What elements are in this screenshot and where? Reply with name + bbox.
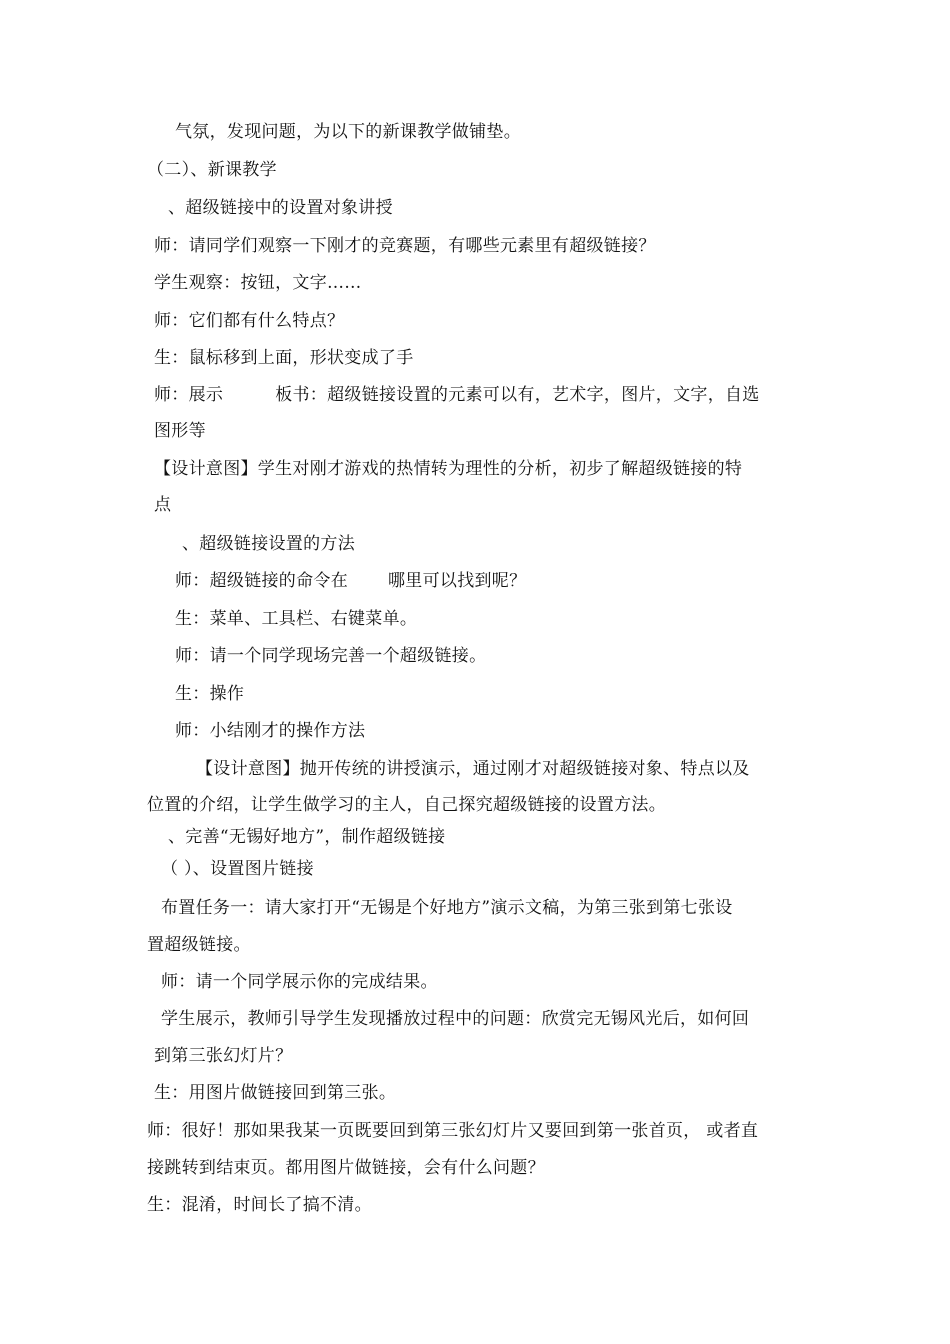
- board-note: 板书：超级链接设置的元素可以有，艺术字，图片，文字，自选: [275, 385, 760, 405]
- subsection-heading: 、超级链接中的设置对象讲授: [168, 198, 393, 218]
- text-line: 师：小结刚才的操作方法: [175, 721, 366, 741]
- text-line: 师：请一个同学现场完善一个超级链接。: [175, 646, 487, 666]
- subsection-heading: 、完善“无锡好地方”，制作超级链接: [168, 827, 446, 847]
- text-line: 到第三张幻灯片？: [154, 1046, 293, 1066]
- text-line: 师：它们都有什么特点？: [154, 311, 345, 331]
- text-line: 点: [154, 495, 172, 515]
- text-line: 图形等: [154, 421, 206, 441]
- text-line: 学生观察：按钮，文字……: [154, 273, 362, 293]
- text-line: 置超级链接。: [147, 935, 251, 955]
- text-line-show: [154, 384, 760, 406]
- command-question-end: 哪里可以找到呢？: [388, 571, 527, 591]
- design-intent-text: 【设计意图】学生对刚才游戏的热情转为理性的分析，初步了解超级链接的特: [154, 459, 743, 479]
- text-line: 生：混淆，时间长了搞不清。: [147, 1195, 372, 1215]
- text-line: 师：很好！那如果我某一页既要回到第三张幻灯片又要回到第一张首页， 或者直: [147, 1121, 759, 1141]
- text-line-command: [175, 570, 526, 592]
- sub-subsection-heading: （ ）、设置图片链接: [161, 859, 314, 879]
- text-line: 生：操作: [175, 684, 245, 704]
- text-line: 师：请同学们观察一下刚才的竞赛题，有哪些元素里有超级链接？: [154, 236, 656, 256]
- command-question-start: 师：超级链接的命令在: [175, 571, 348, 591]
- text-line: 位置的介绍，让学生做学习的主人，自己探究超级链接的设置方法。: [147, 795, 666, 815]
- text-line: 学生展示，教师引导学生发现播放过程中的问题：欣赏完无锡风光后，如何回: [161, 1009, 750, 1029]
- text-line: 生：菜单、工具栏、右键菜单。: [175, 609, 418, 629]
- text-line: 生：用图片做链接回到第三张。: [154, 1083, 397, 1103]
- show-label: 师：展示: [154, 385, 224, 405]
- section-heading: （二）、新课教学: [147, 160, 277, 180]
- text-line: 接跳转到结束页。都用图片做链接，会有什么问题？: [147, 1158, 545, 1178]
- text-line: 生：鼠标移到上面，形状变成了手: [154, 348, 414, 368]
- text-line: 师：请一个同学展示你的完成结果。: [161, 972, 438, 992]
- design-intent-text: 【设计意图】抛开传统的讲授演示，通过刚才对超级链接对象、特点以及: [196, 759, 750, 779]
- text-line: 气氛，发现问题，为以下的新课教学做铺垫。: [175, 122, 521, 142]
- task-text: 布置任务一：请大家打开“无锡是个好地方”演示文稿，为第三张到第七张设: [161, 898, 733, 918]
- subsection-heading: 、超级链接设置的方法: [182, 534, 355, 554]
